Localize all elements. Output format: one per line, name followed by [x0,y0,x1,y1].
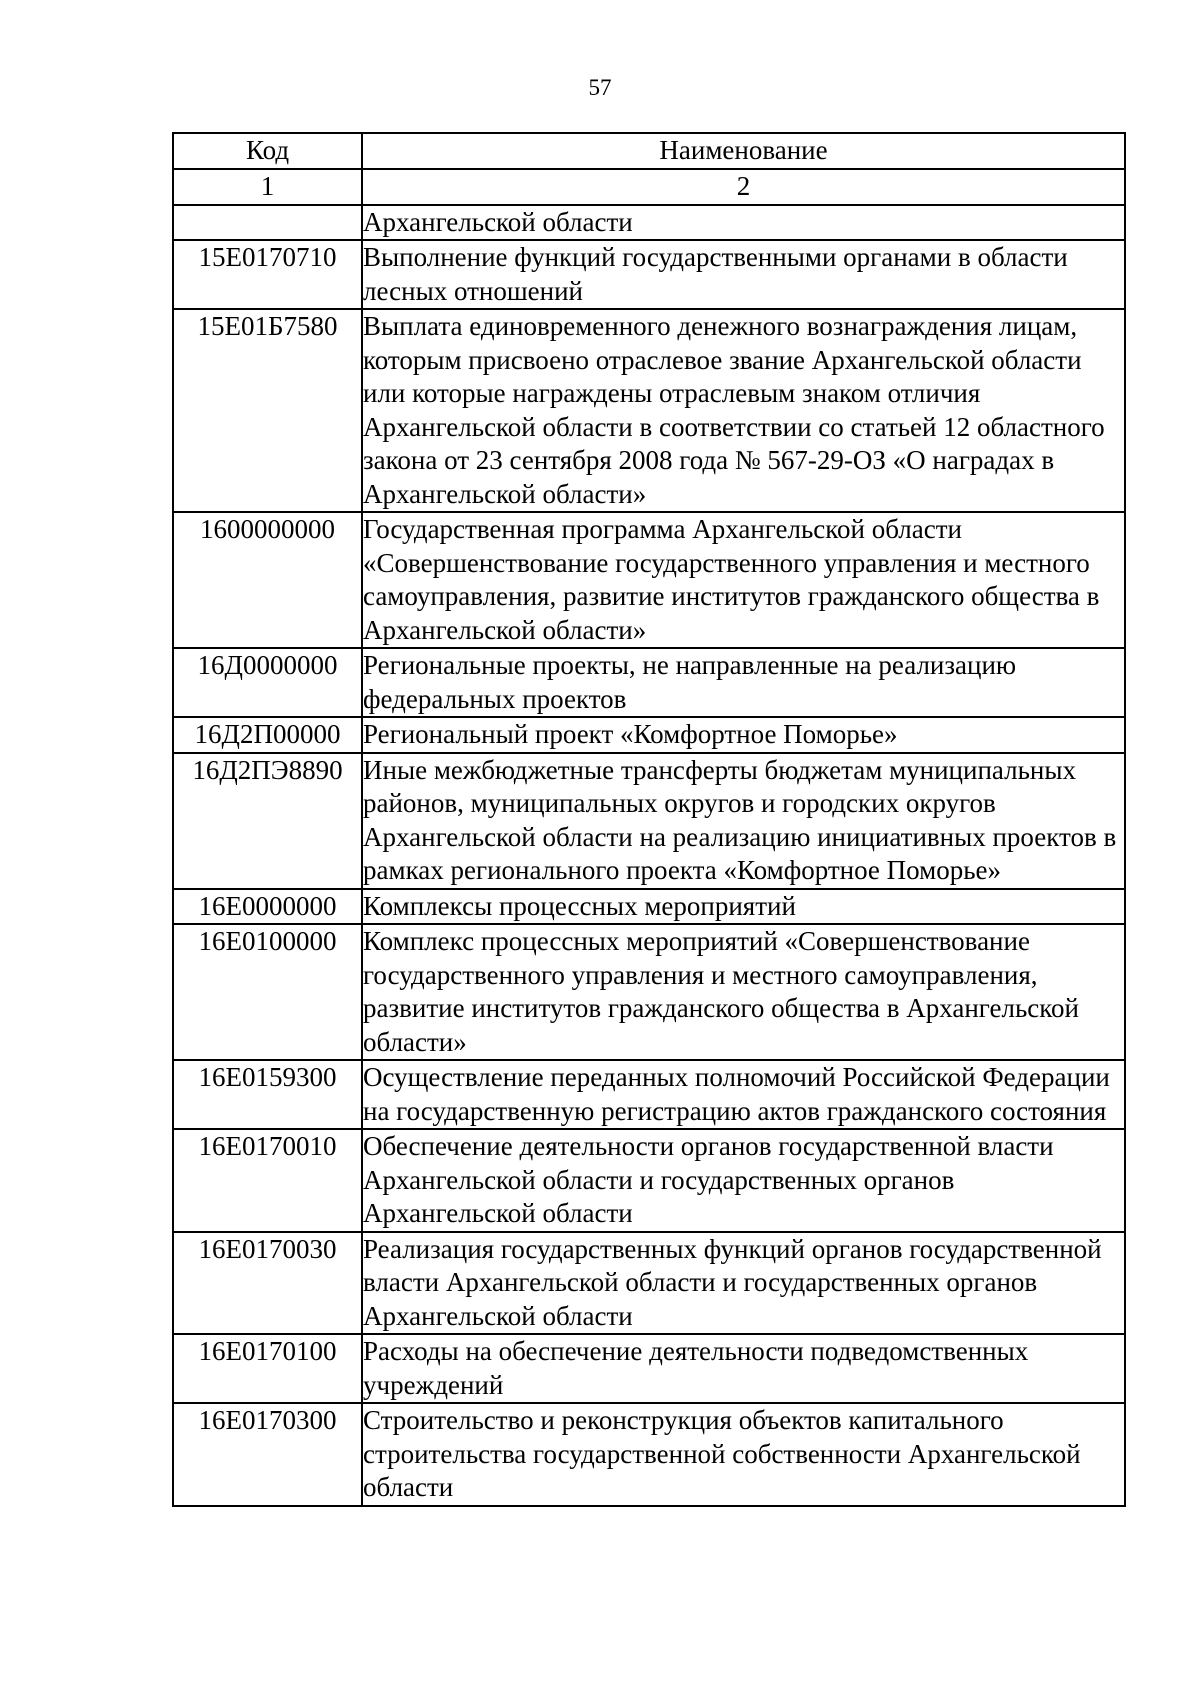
header-name: Наименование [362,133,1125,169]
row-name: Строительство и реконструкция объектов капитального строительства государственной собственности Архангельской области [362,1403,1125,1506]
row-code: 15Е01Б7580 [173,309,362,512]
row-name: Расходы на обеспечение деятельности подведомственных учреждений [362,1334,1125,1403]
column-number-code: 1 [173,169,362,205]
row-code [173,205,362,241]
row-name: Региональные проекты, не направленные на реализацию федеральных проектов [362,648,1125,717]
row-code: 16Е0100000 [173,924,362,1060]
header-row [173,133,1125,169]
table-row [173,1060,1125,1129]
row-name: Осуществление переданных полномочий Российской Федерации на государственную регистрацию актов гражданского состояния [362,1060,1125,1129]
table-row [173,648,1125,717]
row-name: Обеспечение деятельности органов государственной власти Архангельской области и государственных органов Архангельской области [362,1129,1125,1232]
budget-code-table [172,132,1126,1507]
row-code: 16Е0170030 [173,1232,362,1335]
table-row [173,309,1125,512]
row-name: Иные межбюджетные трансферты бюджетам муниципальных районов, муниципальных округов и городских округов Архангельской области на реализацию инициативных проектов в рамках регионального проекта «Комфортное Поморье» [362,753,1125,889]
row-code: 16Д2ПЭ8890 [173,753,362,889]
row-code: 15Е0170710 [173,240,362,309]
row-code: 16Д0000000 [173,648,362,717]
header-code: Код [173,133,362,169]
row-name: Выполнение функций государственными органами в области лесных отношений [362,240,1125,309]
row-code: 16Е0000000 [173,889,362,925]
table-row [173,205,1125,241]
row-name: Выплата единовременного денежного вознаграждения лицам, которым присвоено отраслевое звание Архангельской области или которые награждены отраслевым знаком отличия Архангельской области в соответствии со статьей 12 областного закона от 23 сентября 2008 года № 567-29-ОЗ «О наградах в Архангельской области» [362,309,1125,512]
table-row [173,889,1125,925]
table-row [173,717,1125,753]
table-row [173,1334,1125,1403]
table-row [173,1403,1125,1506]
row-name: Региональный проект «Комфортное Поморье» [362,717,1125,753]
row-name: Архангельской области [362,205,1125,241]
column-number-name: 2 [362,169,1125,205]
table-row [173,924,1125,1060]
column-number-row [173,169,1125,205]
row-code: 16Е0159300 [173,1060,362,1129]
table-row [173,753,1125,889]
page-number: 57 [588,75,612,100]
table-row [173,1232,1125,1335]
row-code: 16Д2П00000 [173,717,362,753]
row-code: 16Е0170100 [173,1334,362,1403]
row-code: 1600000000 [173,512,362,648]
table-row [173,512,1125,648]
table-row [173,240,1125,309]
table-row [173,1129,1125,1232]
row-name: Комплекс процессных мероприятий «Совершенствование государственного управления и местного самоуправления, развитие институтов гражданского общества в Архангельской области» [362,924,1125,1060]
row-name: Комплексы процессных мероприятий [362,889,1125,925]
row-name: Реализация государственных функций органов государственной власти Архангельской области и государственных органов Архангельской области [362,1232,1125,1335]
row-name: Государственная программа Архангельской области «Совершенствование государственного управления и местного самоуправления, развитие институтов гражданского общества в Архангельской области» [362,512,1125,648]
row-code: 16Е0170010 [173,1129,362,1232]
row-code: 16Е0170300 [173,1403,362,1506]
